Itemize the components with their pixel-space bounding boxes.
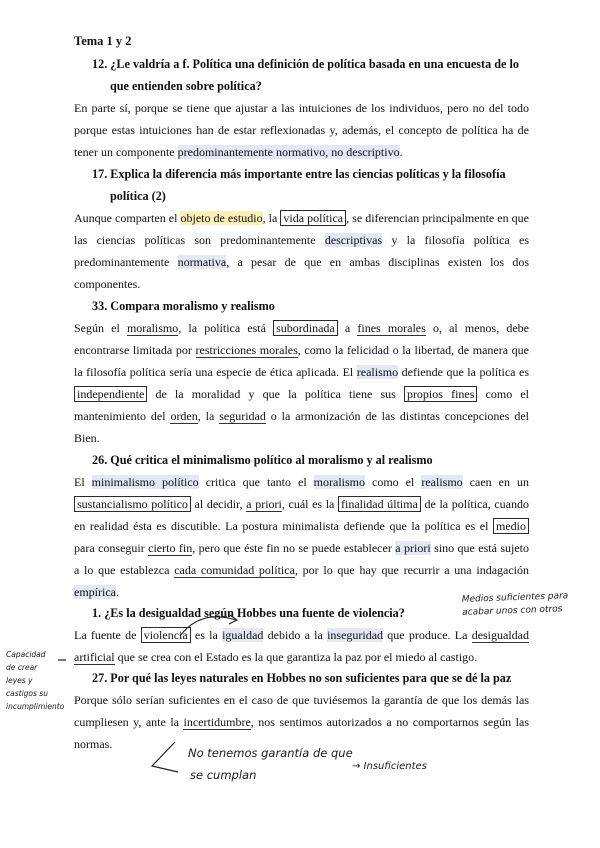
highlight: igualdad bbox=[222, 628, 264, 642]
underlined-term: cierto fin bbox=[148, 541, 193, 555]
question-text: que entienden sobre política? bbox=[110, 79, 262, 93]
handwritten-note-bottom: No tenemos garantía de que se cumplan bbox=[188, 746, 353, 782]
underlined-term: artificial bbox=[74, 650, 115, 664]
underlined-term: restricciones morales bbox=[195, 343, 298, 357]
highlight: empírica bbox=[74, 585, 116, 599]
answer-12: En parte sí, porque se tiene que ajustar a las intuiciones de los individuos, pero no del todo porque estas intuiciones han de estar reflexionadas y, además, el concepto de política ha de tener un componente predominantemente normativo, no descriptivo. bbox=[74, 101, 529, 159]
question-text: 12. ¿Le valdría a f. Política una definición de política basada en una encuesta de lo bbox=[92, 57, 519, 71]
highlight: objeto de estudio bbox=[180, 211, 263, 225]
answer-26: El minimalismo político critica que tanto el moralismo como el realismo caen en un sustancialismo político al decidir, a priori, cuál es la finalidad última de la política, cuando en realidad ésta es discutible. La postura minimalista defiende que la política es el medio para conseguir cierto fin, pero que éste fin no se puede establecer a priori sino que está sujeto a lo que establezca cada comunidad política, por lo que hay que recurrir a una indagación empírica. bbox=[74, 475, 530, 599]
underlined-term: seguridad bbox=[219, 409, 266, 423]
boxed-term: subordinada bbox=[273, 320, 338, 336]
underlined-term: desigualdad bbox=[471, 628, 530, 642]
question-33: 33. Compara moralismo y realismo bbox=[92, 299, 275, 313]
highlight: realismo bbox=[421, 475, 463, 489]
underlined-term: incertidumbre bbox=[183, 715, 251, 729]
underlined-term: fines morales bbox=[357, 321, 426, 335]
highlight: a priori bbox=[395, 541, 431, 555]
answer-33: Según el moralismo, la política está subordinada a fines morales o, al menos, debe encontrarse limitada por restricciones morales, como la felicidad o la libertad, de manera que la filosofía política sería una especie de ética aplicada. El realismo defiende que la política es independiente de la moralidad y que la política tiene sus propios fines como el mantenimiento del orden, la seguridad o la armonización de las distintas concepciones del Bien. bbox=[74, 321, 530, 445]
answer-27: Porque sólo serían suficientes en el caso de que tuviésemos la garantía de que los demás las cumpliesen y, ante la incertidumbre, nos sentimos autorizados a no comportarnos según las normas. bbox=[74, 693, 529, 751]
question-27: 27. Por qué las leyes naturales en Hobbes no son suficientes para que se dé la paz bbox=[92, 671, 512, 685]
question-text: 17. Explica la diferencia más importante entre las ciencias políticas y la filosofía bbox=[92, 167, 506, 181]
underlined-term: moralismo bbox=[126, 321, 179, 335]
highlight: descriptivas bbox=[324, 233, 383, 247]
underlined-term: orden bbox=[170, 409, 198, 423]
question-1: 1. ¿Es la desigualdad según Hobbes una fuente de violencia? bbox=[92, 606, 405, 620]
boxed-term: finalidad última bbox=[338, 496, 421, 512]
question-26: 26. Qué critica el minimalismo político al moralismo y al realismo bbox=[92, 453, 433, 467]
answer-17: Aunque comparten el objeto de estudio, la vida política , se diferencian principalmente en que las ciencias políticas son predominantemente descriptivas y la filosofía política es predominantemente normativa, a pesar de que en ambas disciplinas existen los dos componentes. bbox=[74, 211, 530, 291]
handwritten-note-right: Medios suficientes para acabar unos con otros bbox=[461, 591, 569, 618]
underlined-term: a priori bbox=[246, 497, 282, 511]
boxed-term: propios fines bbox=[404, 386, 477, 402]
highlight: normativa bbox=[177, 255, 227, 269]
highlight: predominantemente normativo, no descriptivo bbox=[177, 145, 400, 159]
answer-1: La fuente de violencia es la igualdad debido a la inseguridad que produce. La desigualdad artificial que se crea con el Estado es la que garantiza la paz por el miedo al castigo. bbox=[74, 628, 530, 664]
arrow-curve-icon bbox=[180, 617, 236, 636]
question-text: política (2) bbox=[110, 189, 166, 203]
boxed-term: violencia bbox=[141, 627, 191, 643]
highlight: realismo bbox=[356, 365, 399, 379]
handwritten-note-insuficientes: → Insuficientes bbox=[352, 761, 427, 772]
boxed-term: medio bbox=[493, 518, 529, 534]
underlined-term: cada comunidad política bbox=[174, 563, 295, 577]
boxed-term: independiente bbox=[74, 386, 147, 402]
boxed-term: sustancialismo político bbox=[74, 496, 191, 512]
highlight: minimalismo político bbox=[91, 475, 199, 489]
highlight: inseguridad bbox=[327, 628, 384, 642]
handwritten-note-left: Capacidad de crear leyes y castigos su incumplimiento bbox=[6, 650, 65, 711]
document-title: Tema 1 y 2 bbox=[74, 34, 132, 48]
boxed-term: vida política bbox=[280, 210, 346, 226]
arrow-bottom-icon bbox=[152, 742, 178, 772]
highlight: moralismo bbox=[313, 475, 365, 489]
